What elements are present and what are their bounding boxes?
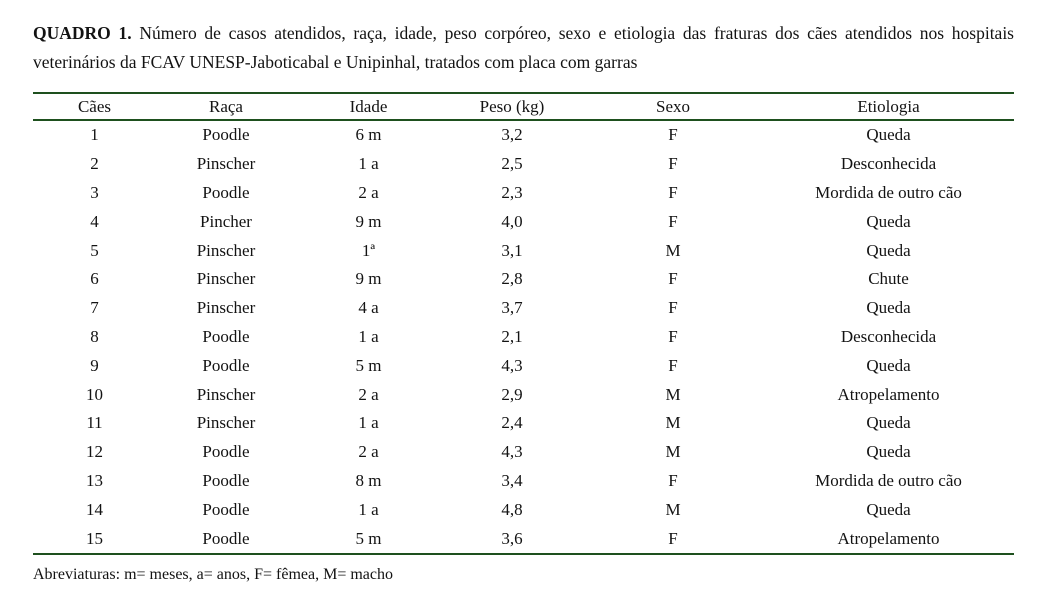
table-cell: 8 m — [355, 470, 382, 490]
table-row — [33, 524, 1014, 554]
table-cell: M — [665, 413, 681, 433]
table-cell: Poodle — [202, 326, 250, 346]
table-row — [33, 467, 1014, 496]
table-cell: M — [665, 442, 681, 462]
table-cell: F — [668, 355, 678, 375]
table-cell: Poodle — [202, 125, 250, 145]
cases-table — [33, 92, 1014, 555]
table-cell: 9 m — [355, 211, 382, 231]
table-cell: Queda — [866, 355, 911, 375]
table-row — [33, 438, 1014, 467]
table-cell: 5 — [90, 240, 99, 260]
table-cell: 5 m — [355, 355, 382, 375]
table-cell: 8 — [90, 326, 99, 346]
table-caption — [33, 19, 1014, 77]
table-cell: 1 a — [358, 326, 379, 346]
table-cell: 3,7 — [501, 298, 523, 318]
table-cell: 3,1 — [501, 240, 523, 260]
table-row — [33, 120, 1014, 150]
table-cell: Poodle — [202, 528, 250, 548]
table-cell: Mordida de outro cão — [815, 182, 962, 202]
table-cell: Desconhecida — [840, 154, 937, 174]
table-cell: 1 — [90, 125, 99, 145]
table-cell: 2,1 — [501, 326, 523, 346]
table-cell: 1 a — [358, 499, 379, 519]
table-cell: 14 — [86, 499, 103, 519]
table-cell: 1 a — [358, 413, 379, 433]
table-row — [33, 409, 1014, 438]
table-cell: F — [668, 470, 678, 490]
table-cell: 4,3 — [501, 442, 523, 462]
table-row — [33, 351, 1014, 380]
table-cell: 4 a — [358, 298, 379, 318]
table-row — [33, 495, 1014, 524]
table-cell: 9 m — [355, 269, 382, 289]
table-cell: F — [668, 326, 678, 346]
table-cell: 2,4 — [501, 413, 523, 433]
table-cell: Chute — [868, 269, 909, 289]
table-cell: 2,3 — [501, 182, 523, 202]
table-row — [33, 179, 1014, 208]
table-cell: F — [668, 298, 678, 318]
table-cell: 4 — [90, 211, 99, 231]
table-cell: 5 m — [355, 528, 382, 548]
table-caption-label: QUADRO 1. — [33, 23, 132, 43]
table-cell: Queda — [866, 298, 911, 318]
table-cell: 3 — [90, 182, 99, 202]
table-row — [33, 294, 1014, 323]
table-caption-text: Número de casos atendidos, raça, idade, peso corpóreo, sexo e etiologia das fraturas dos cães atendidos nos hospitais veterinários da FCAV UNESP-Jaboticabal e Unipinhal, tratados com placa com garras — [33, 23, 1014, 72]
table-row — [33, 265, 1014, 294]
table-cell: 2 a — [358, 384, 379, 404]
table-cell: 13 — [86, 470, 103, 490]
table-row — [33, 380, 1014, 409]
table-cell: 2,5 — [501, 154, 523, 174]
table-cell: Poodle — [202, 355, 250, 375]
table-cell: 3,4 — [501, 470, 523, 490]
table-cell: 12 — [86, 442, 103, 462]
table-cell: Pinscher — [196, 240, 256, 260]
table-cell: F — [668, 269, 678, 289]
table-cell: 3,6 — [501, 528, 523, 548]
table-cell: Queda — [866, 240, 911, 260]
table-cell: 9 — [90, 355, 99, 375]
table-cell: Pinscher — [196, 269, 256, 289]
table-cell: Desconhecida — [840, 326, 937, 346]
table-cell: 1 a — [358, 154, 379, 174]
table-cell: Atropelamento — [837, 384, 940, 404]
table-cell: Poodle — [202, 442, 250, 462]
table-cell: 4,0 — [501, 211, 523, 231]
table-cell: Poodle — [202, 470, 250, 490]
table-cell: 2 a — [358, 442, 379, 462]
table-cell: Queda — [866, 413, 911, 433]
table-cell: 4,3 — [501, 355, 523, 375]
table-cell: F — [668, 528, 678, 548]
column-header-raca: Raça — [156, 93, 296, 120]
table-row — [33, 207, 1014, 236]
table-cell: 2 a — [358, 182, 379, 202]
abbreviations-note: Abreviaturas: m= meses, a= anos, F= fêmea, M= macho — [33, 565, 393, 583]
table-cell: 15 — [86, 528, 103, 548]
table-cell: F — [668, 182, 678, 202]
table-cell: Pinscher — [196, 154, 256, 174]
column-header-etiologia: Etiologia — [763, 93, 1014, 120]
table-cell: Queda — [866, 125, 911, 145]
table-row — [33, 236, 1014, 265]
table-cell: Pinscher — [196, 384, 256, 404]
table-cell: Pinscher — [196, 413, 256, 433]
table-row — [33, 323, 1014, 352]
table-cell: F — [668, 154, 678, 174]
table-cell: 7 — [90, 298, 99, 318]
table-cell: M — [665, 499, 681, 519]
column-header-idade: Idade — [296, 93, 441, 120]
table-cell: Queda — [866, 442, 911, 462]
table-cell: 11 — [86, 413, 103, 433]
table-row — [33, 150, 1014, 179]
table-cell: Poodle — [202, 182, 250, 202]
table-cell: Pinscher — [196, 298, 256, 318]
table-cell: 1ª — [361, 240, 376, 260]
column-header-caes: Cães — [33, 93, 156, 120]
table-cell: Pincher — [200, 211, 252, 231]
table-cell: 2 — [90, 154, 99, 174]
table-cell: 4,8 — [501, 499, 523, 519]
table-cell: 2,8 — [501, 269, 523, 289]
column-header-peso: Peso (kg) — [441, 93, 583, 120]
table-cell: 3,2 — [501, 125, 523, 145]
table-cell: F — [668, 125, 678, 145]
table-body — [33, 120, 1014, 554]
table-cell: Poodle — [202, 499, 250, 519]
table-cell: 6 m — [355, 125, 382, 145]
table-cell: M — [665, 240, 681, 260]
table-cell: Mordida de outro cão — [815, 470, 962, 490]
table-cell: F — [668, 211, 678, 231]
table-header-row — [33, 93, 1014, 120]
table-cell: M — [665, 384, 681, 404]
table-cell: 6 — [90, 269, 99, 289]
table-cell: Queda — [866, 499, 911, 519]
column-header-sexo: Sexo — [583, 93, 763, 120]
table-cell: 2,9 — [501, 384, 523, 404]
table-cell: 10 — [86, 384, 103, 404]
table-cell: Queda — [866, 211, 911, 231]
table-cell: Atropelamento — [837, 528, 940, 548]
